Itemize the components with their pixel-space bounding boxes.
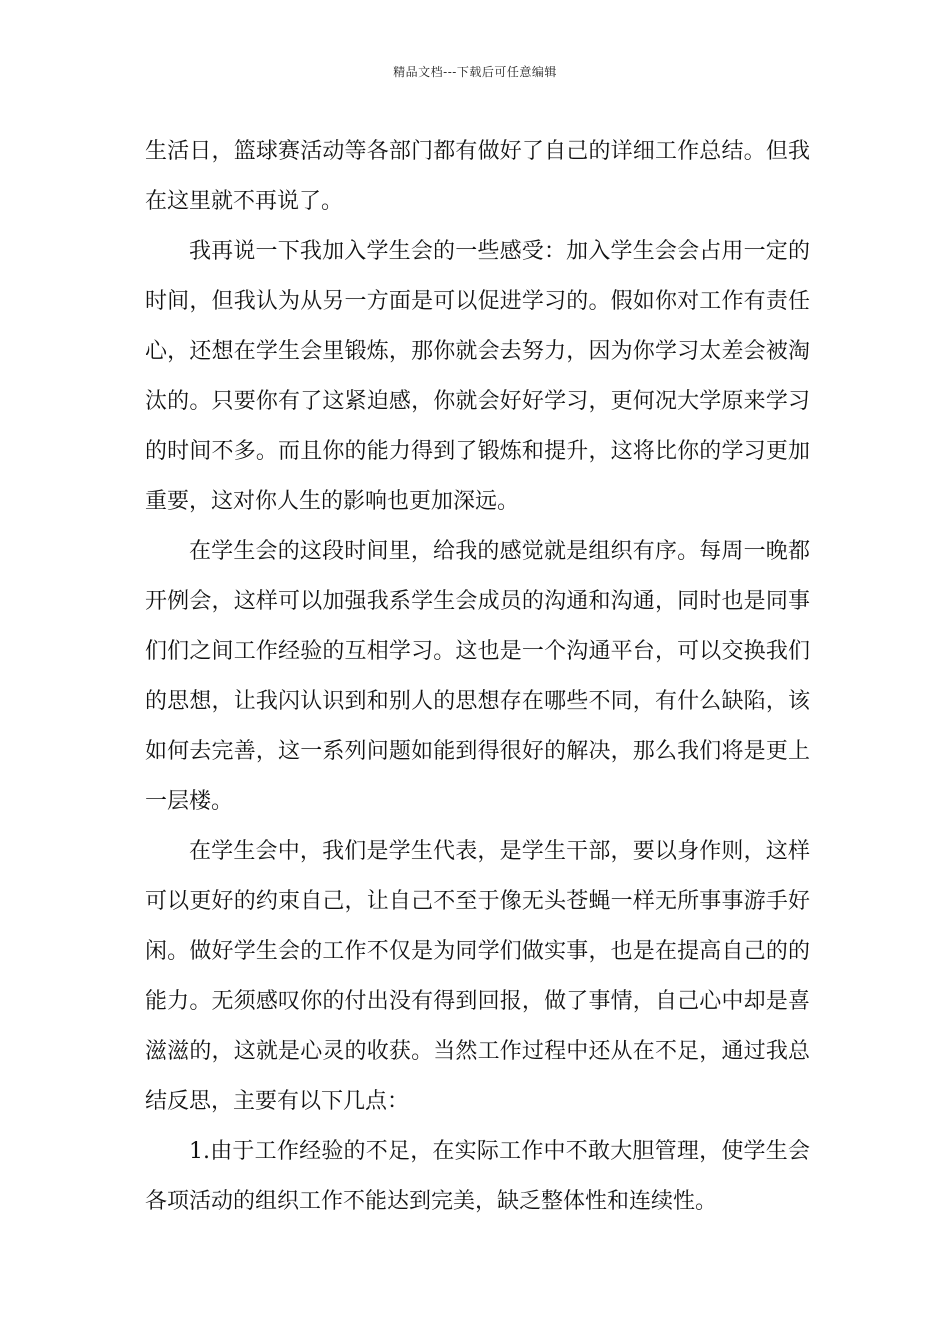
paragraph-role-model: 在学生会中，我们是学生代表，是学生干部，要以身作则，这样可以更好的约束自己，让自己不至于像无头苍蝇一样无所事事游手好闲。做好学生会的工作不仅是为同学们做实事，也是在提高自己的的能力。无须感叹你的付出没有得到回报，做了事情，自己心中却是喜滋滋的，这就是心灵的收获。当然工作过程中还从在不足，通过我总结反思，主要有以下几点： <box>145 839 810 1114</box>
paragraph-continuation: 生活日，篮球赛活动等各部门都有做好了自己的详细工作总结。但我在这里就不再说了。 <box>145 139 810 214</box>
paragraph-point-1: 1.由于工作经验的不足，在实际工作中不敢大胆管理，使学生会各项活动的组织工作不能达到完美，缺乏整体性和连续性。 <box>145 1139 810 1214</box>
paragraph-feelings: 我再说一下我加入学生会的一些感受：加入学生会会占用一定的时间，但我认为从另一方面是可以促进学习的。假如你对工作有责任心，还想在学生会里锻炼，那你就会去努力，因为你学习太差会被淘汰的。只要你有了这紧迫感，你就会好好学习，更何况大学原来学习的时间不多。而且你的能力得到了锻炼和提升，这将比你的学习更加重要，这对你人生的影响也更加深远。 <box>145 239 810 514</box>
page-header: 精品文档---下载后可任意编辑 <box>393 65 557 79</box>
document-body <box>145 127 810 1227</box>
paragraph-organization: 在学生会的这段时间里，给我的感觉就是组织有序。每周一晚都开例会，这样可以加强我系学生会成员的沟通和沟通，同时也是同事们们之间工作经验的互相学习。这也是一个沟通平台，可以交换我们的思想，让我闪认识到和别人的思想存在哪些不同，有什么缺陷，该如何去完善，这一系列问题如能到得很好的解决，那么我们将是更上一层楼。 <box>145 539 810 814</box>
